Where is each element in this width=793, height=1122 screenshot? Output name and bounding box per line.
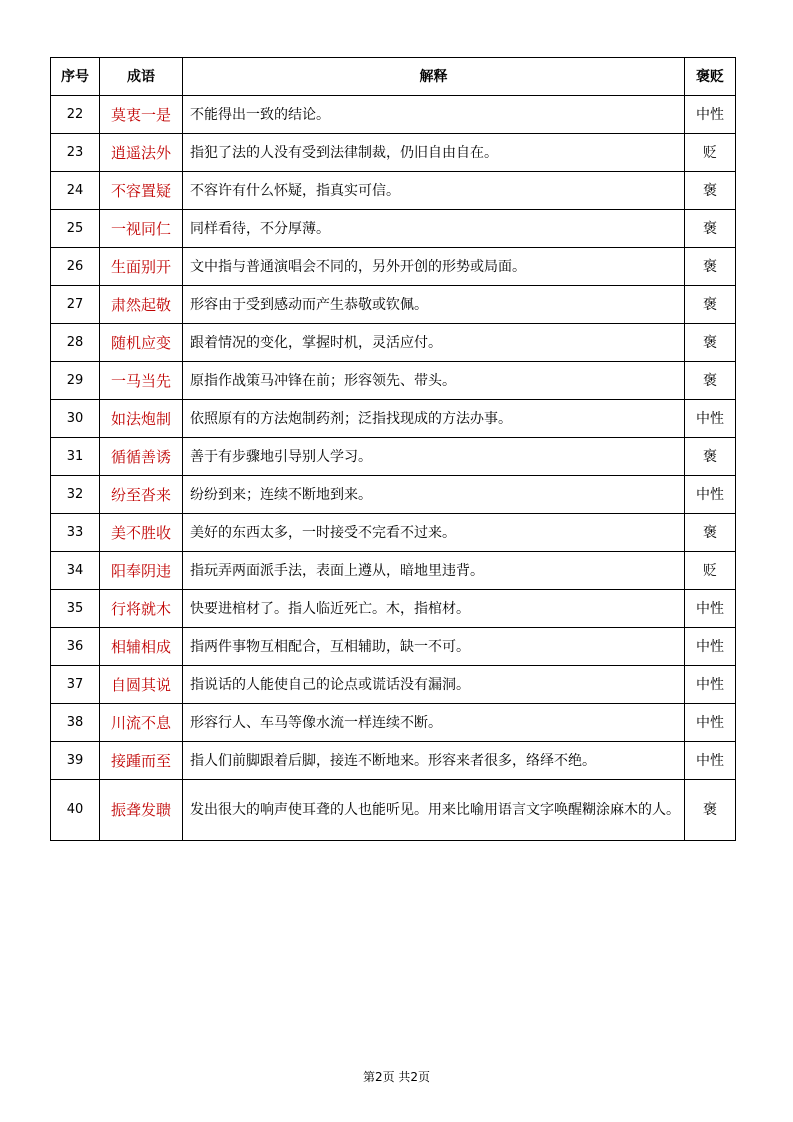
row-idiom: 一马当先 bbox=[100, 362, 183, 400]
row-explanation: 依照原有的方法炮制药剂；泛指找现成的方法办事。 bbox=[183, 400, 685, 438]
table-row bbox=[51, 96, 736, 134]
row-tone: 褒 bbox=[685, 248, 736, 286]
row-number: 31 bbox=[51, 438, 100, 476]
row-tone: 褒 bbox=[685, 172, 736, 210]
row-number: 36 bbox=[51, 628, 100, 666]
row-tone: 中性 bbox=[685, 666, 736, 704]
idiom-table bbox=[50, 57, 736, 841]
row-number: 34 bbox=[51, 552, 100, 590]
row-tone: 褒 bbox=[685, 438, 736, 476]
table-row bbox=[51, 552, 736, 590]
row-number: 37 bbox=[51, 666, 100, 704]
table-row bbox=[51, 590, 736, 628]
row-tone: 贬 bbox=[685, 552, 736, 590]
row-tone: 中性 bbox=[685, 628, 736, 666]
row-explanation: 不能得出一致的结论。 bbox=[183, 96, 685, 134]
table-row bbox=[51, 134, 736, 172]
row-number: 35 bbox=[51, 590, 100, 628]
row-number: 24 bbox=[51, 172, 100, 210]
row-explanation: 指说话的人能使自己的论点或谎话没有漏洞。 bbox=[183, 666, 685, 704]
row-idiom: 美不胜收 bbox=[100, 514, 183, 552]
row-explanation: 跟着情况的变化，掌握时机，灵活应付。 bbox=[183, 324, 685, 362]
row-explanation: 快要进棺材了。指人临近死亡。木，指棺材。 bbox=[183, 590, 685, 628]
row-idiom: 接踵而至 bbox=[100, 742, 183, 780]
row-explanation: 发出很大的响声使耳聋的人也能听见。用来比喻用语言文字唤醒糊涂麻木的人。 bbox=[183, 780, 685, 841]
row-tone: 中性 bbox=[685, 742, 736, 780]
row-number: 22 bbox=[51, 96, 100, 134]
table-row bbox=[51, 742, 736, 780]
row-explanation: 纷纷到来；连续不断地到来。 bbox=[183, 476, 685, 514]
row-explanation: 指人们前脚跟着后脚，接连不断地来。形容来者很多，络绎不绝。 bbox=[183, 742, 685, 780]
row-explanation: 善于有步骤地引导别人学习。 bbox=[183, 438, 685, 476]
row-explanation: 指玩弄两面派手法，表面上遵从，暗地里违背。 bbox=[183, 552, 685, 590]
row-number: 28 bbox=[51, 324, 100, 362]
row-explanation: 不容许有什么怀疑，指真实可信。 bbox=[183, 172, 685, 210]
table-row bbox=[51, 514, 736, 552]
row-tone: 褒 bbox=[685, 286, 736, 324]
row-idiom: 肃然起敬 bbox=[100, 286, 183, 324]
row-tone: 中性 bbox=[685, 590, 736, 628]
row-explanation: 同样看待，不分厚薄。 bbox=[183, 210, 685, 248]
row-tone: 褒 bbox=[685, 780, 736, 841]
table-row bbox=[51, 400, 736, 438]
row-idiom: 如法炮制 bbox=[100, 400, 183, 438]
row-number: 30 bbox=[51, 400, 100, 438]
row-explanation: 指两件事物互相配合，互相辅助，缺一不可。 bbox=[183, 628, 685, 666]
table-row bbox=[51, 210, 736, 248]
table-row bbox=[51, 476, 736, 514]
row-idiom: 循循善诱 bbox=[100, 438, 183, 476]
table-row bbox=[51, 704, 736, 742]
row-idiom: 不容置疑 bbox=[100, 172, 183, 210]
table-row bbox=[51, 324, 736, 362]
row-number: 23 bbox=[51, 134, 100, 172]
row-idiom: 逍遥法外 bbox=[100, 134, 183, 172]
table-row bbox=[51, 666, 736, 704]
row-tone: 褒 bbox=[685, 210, 736, 248]
row-tone: 褒 bbox=[685, 324, 736, 362]
row-tone: 贬 bbox=[685, 134, 736, 172]
header-tone: 褒贬 bbox=[685, 58, 736, 96]
row-idiom: 自圆其说 bbox=[100, 666, 183, 704]
header-number: 序号 bbox=[51, 58, 100, 96]
table-body bbox=[51, 96, 736, 841]
row-idiom: 相辅相成 bbox=[100, 628, 183, 666]
table-row bbox=[51, 248, 736, 286]
row-idiom: 行将就木 bbox=[100, 590, 183, 628]
row-tone: 中性 bbox=[685, 476, 736, 514]
row-tone: 褒 bbox=[685, 514, 736, 552]
table-header-row bbox=[51, 58, 736, 96]
header-idiom: 成语 bbox=[100, 58, 183, 96]
row-number: 33 bbox=[51, 514, 100, 552]
table-row bbox=[51, 172, 736, 210]
row-idiom: 莫衷一是 bbox=[100, 96, 183, 134]
row-tone: 褒 bbox=[685, 362, 736, 400]
row-explanation: 美好的东西太多，一时接受不完看不过来。 bbox=[183, 514, 685, 552]
page-footer: 第2页 共2页 bbox=[362, 1070, 431, 1084]
row-explanation: 文中指与普通演唱会不同的，另外开创的形势或局面。 bbox=[183, 248, 685, 286]
row-number: 25 bbox=[51, 210, 100, 248]
row-number: 26 bbox=[51, 248, 100, 286]
row-idiom: 纷至沓来 bbox=[100, 476, 183, 514]
row-number: 27 bbox=[51, 286, 100, 324]
row-number: 40 bbox=[51, 780, 100, 841]
row-number: 32 bbox=[51, 476, 100, 514]
row-explanation: 形容行人、车马等像水流一样连续不断。 bbox=[183, 704, 685, 742]
row-idiom: 振聋发聩 bbox=[100, 780, 183, 841]
row-idiom: 阳奉阴违 bbox=[100, 552, 183, 590]
row-idiom: 生面别开 bbox=[100, 248, 183, 286]
table-row bbox=[51, 780, 736, 841]
row-idiom: 随机应变 bbox=[100, 324, 183, 362]
table-row bbox=[51, 286, 736, 324]
row-tone: 中性 bbox=[685, 704, 736, 742]
row-idiom: 川流不息 bbox=[100, 704, 183, 742]
row-number: 39 bbox=[51, 742, 100, 780]
row-tone: 中性 bbox=[685, 96, 736, 134]
table-row bbox=[51, 628, 736, 666]
header-explanation: 解释 bbox=[183, 58, 685, 96]
row-number: 38 bbox=[51, 704, 100, 742]
row-explanation: 形容由于受到感动而产生恭敬或钦佩。 bbox=[183, 286, 685, 324]
table-row bbox=[51, 438, 736, 476]
row-explanation: 原指作战策马冲锋在前；形容领先、带头。 bbox=[183, 362, 685, 400]
row-explanation: 指犯了法的人没有受到法律制裁，仍旧自由自在。 bbox=[183, 134, 685, 172]
row-idiom: 一视同仁 bbox=[100, 210, 183, 248]
row-number: 29 bbox=[51, 362, 100, 400]
table-row bbox=[51, 362, 736, 400]
row-tone: 中性 bbox=[685, 400, 736, 438]
